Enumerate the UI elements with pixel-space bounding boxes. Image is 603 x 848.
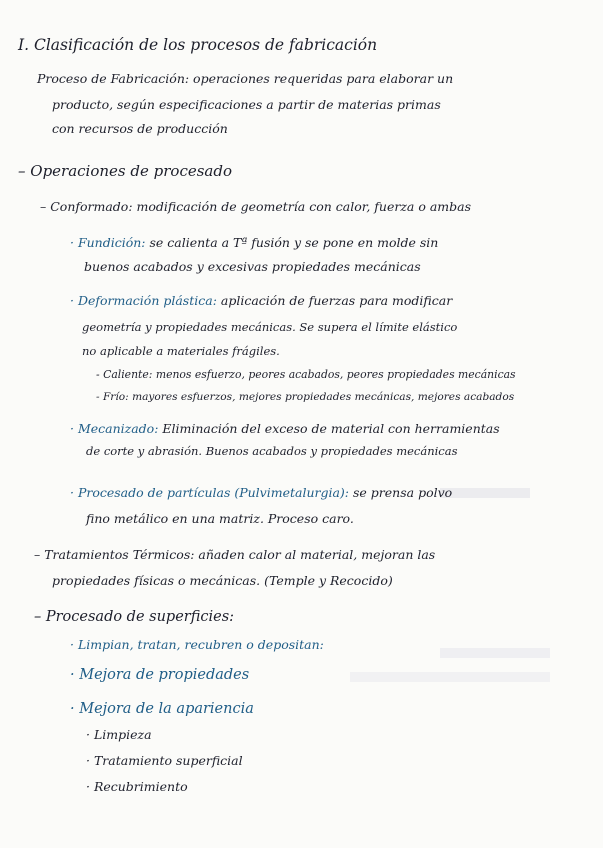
superficies-sub-1: · Limpieza <box>86 727 152 742</box>
definition-line-2: producto, según especificaciones a partir de materias primas <box>52 97 441 112</box>
definition-line-1: Proceso de Fabricación: operaciones requeridas para elaborar un <box>37 71 454 86</box>
frio-line: - Frío: mayores esfuerzos, mejores propiedades mecánicas, mejores acabados <box>96 391 515 403</box>
section-title: I. Clasificación de los procesos de fabricación <box>18 36 378 54</box>
mecanizado-text: Eliminación del exceso de material con herramientas <box>162 421 500 436</box>
superficies-heading: – Procesado de superficies: <box>34 609 235 625</box>
conformado-line: – Conformado: modificación de geometría con calor, fuerza o ambas <box>40 199 472 214</box>
deformacion-text: aplicación de fuerzas para modificar <box>220 293 453 308</box>
mecanizado-line <box>70 420 500 438</box>
particulas-line-2: fino metálico en una matriz. Proceso caro. <box>86 511 354 526</box>
fundicion-text: se calienta a Tª fusión y se pone en molde sin <box>149 235 439 250</box>
termicos-line-1: – Tratamientos Térmicos: añaden calor al material, mejoran las <box>34 547 436 562</box>
superficies-sub-3: · Recubrimiento <box>86 779 188 794</box>
particulas-text: se prensa polvo <box>353 485 453 500</box>
bleed-through-mark <box>350 672 550 682</box>
particulas-line <box>70 484 452 502</box>
definition-line-3: con recursos de producción <box>52 121 228 136</box>
superficies-sub-2: · Tratamiento superficial <box>86 753 243 768</box>
deformacion-line <box>70 292 452 310</box>
deformacion-term: · Deformación plástica: <box>70 293 217 308</box>
mecanizado-line-2: de corte y abrasión. Buenos acabados y propiedades mecánicas <box>86 444 458 458</box>
superficies-item-1: · Limpian, tratan, recubren o depositan: <box>70 637 324 652</box>
termicos-line-2: propiedades físicas o mecánicas. (Temple y Recocido) <box>52 573 393 588</box>
superficies-item-3: · Mejora de la apariencia <box>70 701 254 717</box>
fundicion-term: · Fundición: <box>70 235 146 250</box>
particulas-term: · Procesado de partículas (Pulvimetalurgia): <box>70 485 350 500</box>
operaciones-heading: – Operaciones de procesado <box>18 162 232 180</box>
deformacion-line-2: geometría y propiedades mecánicas. Se supera el límite elástico <box>82 320 458 334</box>
mecanizado-term: · Mecanizado: <box>70 421 159 436</box>
bleed-through-mark <box>440 488 530 498</box>
fundicion-line <box>70 234 438 252</box>
caliente-line: - Caliente: menos esfuerzo, peores acabados, peores propiedades mecánicas <box>96 368 516 381</box>
bleed-through-mark <box>440 648 550 658</box>
deformacion-line-3: no aplicable a materiales frágiles. <box>82 344 280 358</box>
superficies-item-2: · Mejora de propiedades <box>70 667 250 683</box>
fundicion-line-2: buenos acabados y excesivas propiedades mecánicas <box>84 259 421 274</box>
